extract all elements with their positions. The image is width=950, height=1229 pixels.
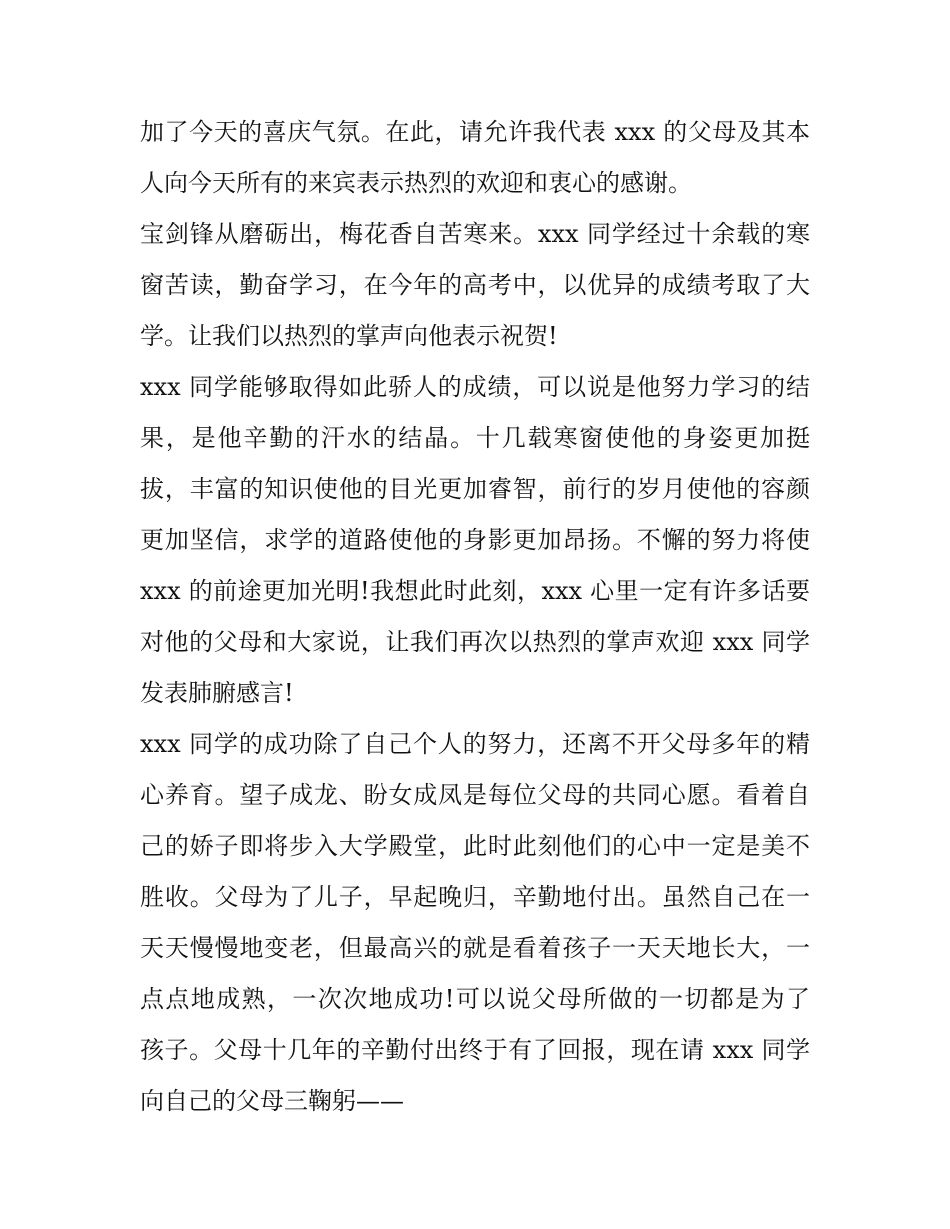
text-line-3: 宝剑锋从磨砺出，梅花香自苦寒来。xxx 同学经过十余载的寒 xyxy=(140,220,810,248)
text-line-5: 学。让我们以热烈的掌声向他表示祝贺! xyxy=(140,322,558,350)
text-line-8: 拔，丰富的知识使他的目光更加睿智，前行的岁月使他的容颜 xyxy=(140,475,810,503)
text-line-13: xxx 同学的成功除了自己个人的努力，还离不开父母多年的精 xyxy=(140,730,810,758)
text-line-14: 心养育。望子成龙、盼女成凤是每位父母的共同心愿。看着自 xyxy=(140,781,810,809)
text-line-2: 人向今天所有的来宾表示热烈的欢迎和衷心的感谢。 xyxy=(140,169,692,197)
text-line-10: xxx 的前途更加光明!我想此时此刻，xxx 心里一定有许多话要 xyxy=(140,577,810,605)
text-line-20: 向自己的父母三鞠躬—— xyxy=(140,1087,404,1115)
text-line-15: 己的娇子即将步入大学殿堂，此时此刻他们的心中一定是美不 xyxy=(140,832,810,860)
text-line-4: 窗苦读，勤奋学习，在今年的高考中，以优异的成绩考取了大 xyxy=(140,271,810,299)
text-line-19: 孩子。父母十几年的辛勤付出终于有了回报，现在请 xxx 同学 xyxy=(140,1036,810,1064)
text-line-9: 更加坚信，求学的道路使他的身影更加昂扬。不懈的努力将使 xyxy=(140,526,810,554)
text-line-17: 天天慢慢地变老，但最高兴的就是看着孩子一天天地长大，一 xyxy=(140,934,810,962)
text-line-1: 加了今天的喜庆气氛。在此，请允许我代表 xxx 的父母及其本 xyxy=(140,118,810,146)
text-line-18: 点点地成熟，一次次地成功!可以说父母所做的一切都是为了 xyxy=(140,985,810,1013)
speech-text xyxy=(140,107,810,1127)
text-line-16: 胜收。父母为了儿子，早起晚归，辛勤地付出。虽然自己在一 xyxy=(140,883,810,911)
text-line-7: 果，是他辛勤的汗水的结晶。十几载寒窗使他的身姿更加挺 xyxy=(140,424,810,452)
text-line-12: 发表肺腑感言! xyxy=(140,679,294,707)
text-line-11: 对他的父母和大家说，让我们再次以热烈的掌声欢迎 xxx 同学 xyxy=(140,628,810,656)
text-line-6: xxx 同学能够取得如此骄人的成绩，可以说是他努力学习的结 xyxy=(140,373,810,401)
